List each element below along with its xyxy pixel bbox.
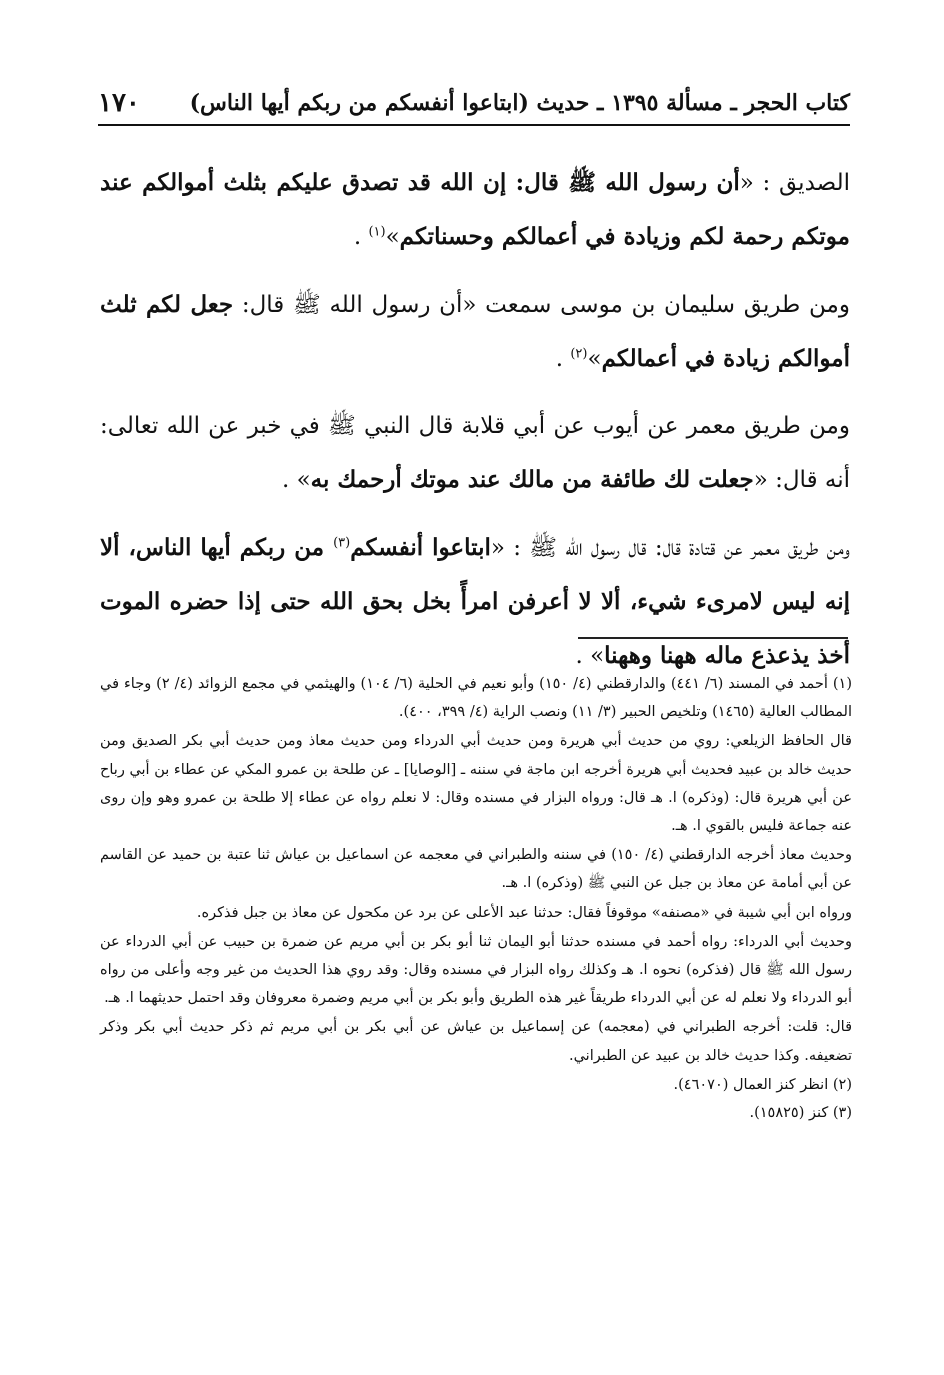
paragraph-2 <box>100 278 850 386</box>
footnote-1-abu-darda: وحديث أبي الدرداء: رواه أحمد في مسنده حدثنا أبو اليمان ثنا أبو بكر بن أبي مريم عن ضمرة بن حبيب عن أبي الدرداء عن رسول الله ﷺ قال (فذكره) نحوه ا. هـ وكذلك رواه البزار في مسنده وقال: وقد روي هذا الحديث من غير وجه وأعلى من رواه أبو الدرداء ولا نعلم له عن أبي الدرداء طريقاً غير هذه الطريق وأبو بكر بن أبي مريم وضمرة معروفان وقد احتمل حديثهما ا. هـ. <box>100 933 852 1007</box>
p1-end: . <box>353 224 369 250</box>
running-title: كتاب الحجر ـ مسألة ١٣٩٥ ـ حديث (ابتاعوا أنفسكم من ربكم أيها الناس) <box>189 90 850 116</box>
footnote-1-ibn-abi-shaybah: ورواه ابن أبي شيبة في «مصنفه» موقوفاً فقال: حدثنا عبد الأعلى عن برد عن مكحول عن معاذ بن جبل فذكره. <box>196 904 852 921</box>
p3-close: » . <box>281 467 311 493</box>
p3-hadith: جعلت لك طائفة من مالك عند موتك أرحمك به <box>310 466 754 493</box>
p1-lead: الصديق : « <box>739 170 850 196</box>
footnote-ref-1: (١) <box>368 224 386 240</box>
footnote-1-zaylai: قال الحافظ الزيلعي: روي من حديث أبي هريرة ومن حديث أبي الدرداء ومن حديث معاذ ومن حديث أبي بكر الصديق ومن حديث خالد بن عبيد فحديث أبي هريرة أخرجه ابن ماجة في سننه ـ [الوصايا] ـ عن طلحة بن عمرو المكي عن عطاء بن أبي رباح عن أبي هريرة قال: (وذكره) ا. هـ قال: ورواه البزار في مسنده وقال: لا نعلم رواه عن عطاء إلا طلحة بن عمرو وهو وإن روى عنه جماعة فليس بالقوي ا. هـ. <box>100 733 852 835</box>
paragraph-3 <box>100 400 850 507</box>
footnote-ref-3: (٣) <box>333 535 351 551</box>
p4-hadith-rest: من ربكم أيها الناس، ألا إنه ليس لامرىء شيء، ألا لا أعرفن امرأً بخل بحق الله حتى إذا حضره الموت أخذ يذعذع ماله ههنا وههنا <box>100 534 850 669</box>
footnote-divider <box>578 637 848 639</box>
p1-hadith: أن رسول الله ﷺ قال: إن الله قد تصدق عليكم بثلث أموالكم عند موتكم رحمة لكم وزيادة في أعمالكم وحسناتكم <box>100 169 850 250</box>
p3-lead: ومن طريق معمر عن أيوب عن أبي قلابة قال النبي ﷺ في خبر عن الله تعالى: أنه قال: « <box>100 413 850 493</box>
footnote-ref-2: (٢) <box>570 346 588 362</box>
footnotes <box>100 670 852 1127</box>
paragraph-4 <box>100 521 850 683</box>
paragraph-1 <box>100 156 850 264</box>
footnote-1-sources: (١) أحمد في المسند (٦/ ٤٤١) والدارقطني (٤/ ١٥٠) وأبو نعيم في الحلية (٦/ ١٠٤) والهيثمي في مجمع الزوائد (٤/ ٢) وجاء في المطالب العالية (١٤٦٥) وتلخيص الحبير (٣/ ١١) ونصب الراية (٤/ ٣٩٩، ٤٠٠). <box>100 676 852 721</box>
main-text <box>100 156 850 697</box>
p2-lead: ومن طريق سليمان بن موسى سمعت «أن رسول الله ﷺ قال: <box>233 292 850 318</box>
page-number: ١٧٠ <box>98 88 140 118</box>
p4-lead: ومن طريق معمر عن قتادة قال: قال رسول الله ﷺ : « <box>490 535 850 561</box>
footnote-1-tabarani: قال: قلت: أخرجه الطبراني في (معجمه) عن إسماعيل بن عياش عن أبي بكر بن أبي مريم ثم ذكر حديث أبي بكر وذكر تضعيفه. وكذا حديث خالد بن عبيد عن الطبراني. <box>100 1019 852 1064</box>
p1-close: » <box>385 224 400 250</box>
p2-close: » <box>587 346 602 372</box>
p2-end: . <box>555 346 571 372</box>
page-header <box>98 82 850 126</box>
footnote-1-muadh: وحديث معاذ أخرجه الدارقطني (٤/ ١٥٠) في سننه والطبراني في معجمه عن اسماعيل بن عياش ثنا عتبة بن حميد عن القاسم عن أبي أمامة عن معاذ بن جبل عن النبي ﷺ (وذكره) ا. هـ. <box>100 847 852 892</box>
p2-hadith: جعل لكم ثلث أموالكم زيادة في أعمالكم <box>100 291 850 372</box>
footnote-2: (٢) انظر كنز العمال (٤٦٠٧٠). <box>673 1076 852 1093</box>
footnote-3: (٣) كنز (١٥٨٢٥). <box>749 1105 852 1122</box>
p4-hadith-start: ابتاعوا أنفسكم <box>350 534 491 561</box>
p4-close: » . <box>575 643 605 669</box>
